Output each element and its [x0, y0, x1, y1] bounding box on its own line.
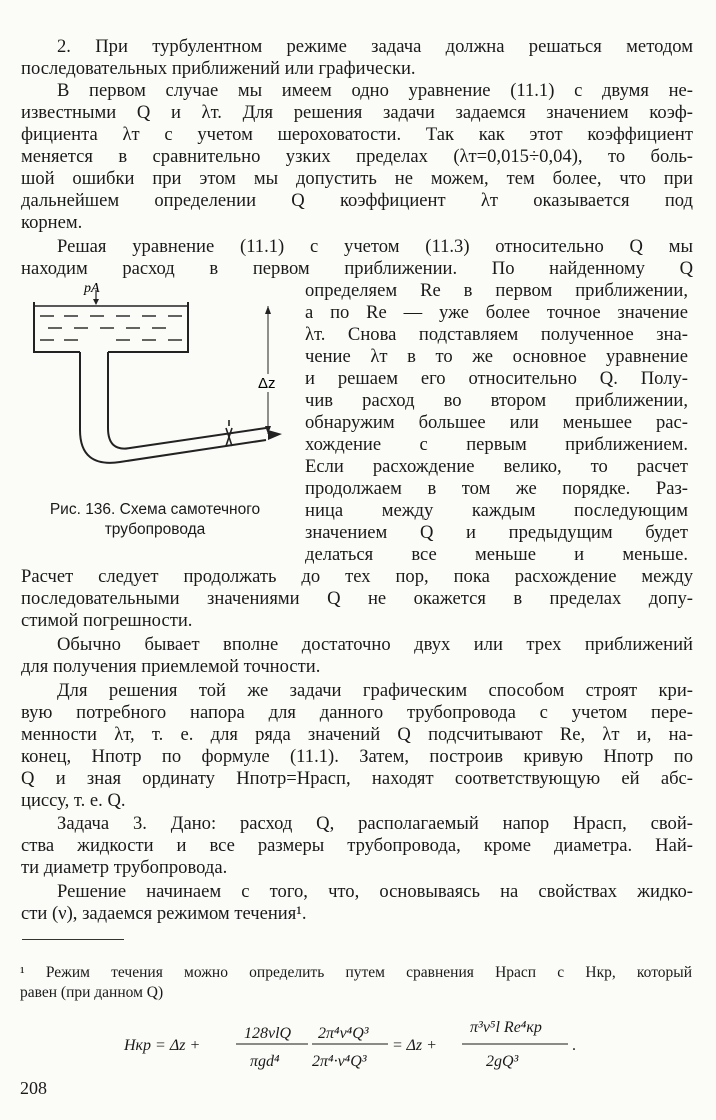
figure-caption — [30, 500, 280, 540]
text-line: Обычно бывает вполне достаточно двух или трех приближений — [57, 634, 693, 655]
text-line: а по Re — уже более точное значение — [305, 302, 688, 323]
text-line: сти (ν), задаемся режимом течения¹. — [21, 903, 307, 924]
text-line: Для решения той же задачи графическим способом строят кри- — [57, 680, 693, 701]
text-line: и решаем его относительно Q. Полу- — [305, 368, 688, 389]
page-number: 208 — [20, 1078, 47, 1098]
text-line: значением Q и предыдущим будет — [305, 522, 688, 543]
text-line: Решение начинаем с того, что, основываясь на свойствах жидко- — [57, 881, 693, 902]
problem-statement-line: Задача 3. Дано: расход Q, располагаемый напор Hрасп, свой- — [57, 813, 693, 834]
text-line: 2. При турбулентном режиме задача должна решаться методом — [57, 36, 693, 57]
text-line: делаться все меньше и меньше. — [305, 544, 688, 565]
formula-end: . — [572, 1037, 576, 1054]
text-line: находим расход в первом приближении. По найденному Q — [21, 258, 693, 279]
text-line: λт. Снова подставляем полученное зна- — [305, 324, 688, 345]
text-line: фициента λт с учетом шероховатости. Так как этот коэффициент — [21, 124, 693, 145]
footnote-line: ¹ Режим течения можно определить путем сравнения Hрасп с Hкр, который — [20, 964, 692, 981]
text-line: меняется в сравнительно узких пределах (λт=0,015÷0,04), то боль- — [21, 146, 693, 167]
footnote-rule — [22, 939, 124, 940]
gravity-pipeline-diagram — [20, 280, 300, 480]
text-line: стимой погрешности. — [21, 610, 193, 631]
text-line: хождение с первым приближением. — [305, 434, 688, 455]
formula-numerator-1: 128νlQ — [244, 1025, 292, 1042]
footnote-formula — [100, 1010, 600, 1080]
formula-numerator-2: 2π⁴ν⁴Q³ — [318, 1025, 369, 1042]
caption-line: трубопровода — [104, 521, 206, 538]
text-line: корнем. — [21, 212, 83, 233]
text-line: Если расхождение велико, то расчет — [305, 456, 688, 477]
formula-denominator-2: 2π⁴·ν⁴Q³ — [312, 1053, 367, 1070]
formula-denominator-3: 2gQ³ — [486, 1053, 519, 1070]
text-line: определяем Re в первом приближении, — [305, 280, 688, 301]
text-line: ства жидкости и все размеры трубопровода, кроме диаметра. Най- — [21, 835, 693, 856]
text-line: дальнейшем определении Q коэффициент λт оказывается под — [21, 190, 693, 211]
text-line: В первом случае мы имеем одно уравнение (11.1) с двумя не- — [57, 80, 693, 101]
tank-outline — [34, 302, 188, 352]
head-label: Δz — [258, 375, 276, 392]
footnote-line: равен (при данном Q) — [20, 984, 164, 1001]
text-line: продолжаем в том же порядке. Раз- — [305, 478, 688, 499]
text-line: Решая уравнение (11.1) с учетом (11.3) относительно Q мы — [57, 236, 693, 257]
text-line: вую потребного напора для данного трубопровода с учетом пере- — [21, 702, 693, 723]
formula-numerator-3: π³ν⁵l Re⁴кр — [470, 1019, 542, 1036]
text-line: чение λт в то же основное уравнение — [305, 346, 688, 367]
formula-denominator-1: πgd⁴ — [250, 1053, 280, 1070]
text-line: последовательных приближений или графически. — [21, 58, 416, 79]
caption-line: Рис. 136. Схема самотечного — [49, 501, 261, 518]
text-line: шой ошибки при этом мы допустить не можем, тем более, что при — [21, 168, 693, 189]
text-line: обнаружим большее или меньшее рас- — [305, 412, 688, 433]
text-line: последовательными значениями Q не окажется в пределах допу- — [21, 588, 693, 609]
text-line: чив расход во втором приближении, — [305, 390, 688, 411]
formula-lhs: Hкр = Δz + — [124, 1037, 201, 1054]
text-line: менности λт, т. е. для ряда значений Q подсчитывают Re, λт и, на- — [21, 724, 693, 745]
formula-middle: = Δz + — [392, 1037, 437, 1054]
pressure-label: pA — [84, 281, 100, 296]
text-line: для получения приемлемой точности. — [21, 656, 321, 677]
text-line: Q и зная ординату Hпотр=Hрасп, находят соответствующую ей абс- — [21, 768, 693, 789]
text-line: Расчет следует продолжать до тех пор, пока расхождение между — [21, 566, 693, 587]
text-line: циссу, т. е. Q. — [21, 790, 126, 811]
text-line: ница между каждым последующим — [305, 500, 688, 521]
text-line: конец, Hпотр по формуле (11.1). Затем, построив кривую Hпотр по — [21, 746, 693, 767]
text-line: известными Q и λт. Для решения задачи задаемся значением коэф- — [21, 102, 693, 123]
text-line: ти диаметр трубопровода. — [21, 857, 228, 878]
